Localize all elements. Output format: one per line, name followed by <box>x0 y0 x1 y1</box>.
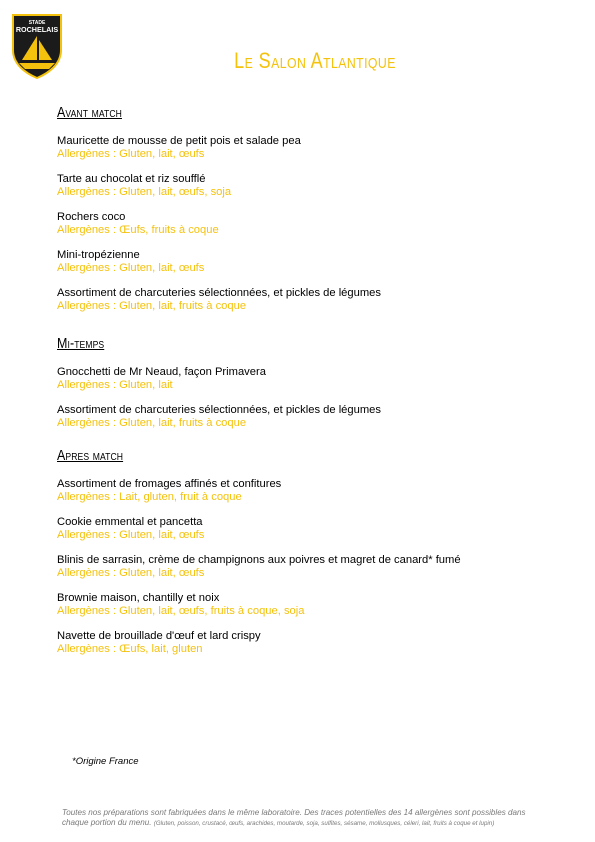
origin-note: *Origine France <box>72 756 139 767</box>
menu-item <box>57 135 557 161</box>
menu-item <box>57 592 557 618</box>
allergens-line: Allergènes : Œufs, fruits à coque <box>57 224 219 236</box>
dish-name: Assortiment de fromages affinés et confitures <box>57 478 282 490</box>
footer-allergen-list: (Gluten, poisson, crustacé, œufs, arachides, moutarde, soja, sulfites, sésame, mollusques, céleri, lait, fruits à coque et lupin) <box>153 820 495 827</box>
menu-item <box>57 516 557 542</box>
dish-name: Cookie emmental et pancetta <box>57 516 203 528</box>
allergens-line: Allergènes : Gluten, lait, fruits à coque <box>57 300 247 312</box>
allergens-line: Allergènes : Gluten, lait, œufs <box>57 529 205 541</box>
allergens-line: Allergènes : Gluten, lait, œufs, fruits à coque, soja <box>57 605 305 617</box>
section-title: Avant match <box>57 105 122 121</box>
dish-name: Assortiment de charcuteries sélectionnées, et pickles de légumes <box>57 287 381 299</box>
logo-top-text: STADE <box>28 20 46 26</box>
stade-rochelais-logo <box>9 12 65 80</box>
allergens-line: Allergènes : Gluten, lait, œufs <box>57 567 205 579</box>
dish-name: Mini-tropézienne <box>57 249 140 261</box>
menu-item <box>57 211 557 237</box>
allergens-line: Allergènes : Gluten, lait, œufs <box>57 262 205 274</box>
dish-name: Mauricette de mousse de petit pois et salade pea <box>57 135 301 147</box>
menu-item <box>57 173 557 199</box>
section-avant-match <box>57 104 557 325</box>
allergens-line: Allergènes : Gluten, lait, œufs, soja <box>57 186 232 198</box>
menu-item <box>57 249 557 275</box>
allergens-line: Allergènes : Lait, gluten, fruit à coque <box>57 491 242 503</box>
logo-main-text: ROCHELAIS <box>15 25 59 34</box>
menu-item <box>57 366 557 392</box>
menu-item <box>57 554 557 580</box>
section-title: Apres match <box>57 448 124 464</box>
menu-item <box>57 287 557 313</box>
dish-name: Brownie maison, chantilly et noix <box>57 592 220 604</box>
dish-name: Assortiment de charcuteries sélectionnées, et pickles de légumes <box>57 404 381 416</box>
menu-item <box>57 478 557 504</box>
menu-item <box>57 630 557 656</box>
footer-disclaimer <box>62 808 542 829</box>
dish-name: Gnocchetti de Mr Neaud, façon Primavera <box>57 366 266 378</box>
section-title: Mi-temps <box>57 336 105 352</box>
dish-name: Tarte au chocolat et riz soufflé <box>57 173 206 185</box>
allergens-line: Allergènes : Gluten, lait, œufs <box>57 148 205 160</box>
dish-name: Navette de brouillade d'œuf et lard crispy <box>57 630 261 642</box>
section-apres-match <box>57 447 557 668</box>
allergens-line: Allergènes : Gluten, lait <box>57 379 173 391</box>
dish-name: Blinis de sarrasin, crème de champignons aux poivres et magret de canard* fumé <box>57 554 461 566</box>
dish-name: Rochers coco <box>57 211 126 223</box>
section-mi-temps <box>57 335 557 442</box>
allergens-line: Allergènes : Gluten, lait, fruits à coque <box>57 417 247 429</box>
page-title: Le Salon Atlantique <box>234 48 396 73</box>
menu-item <box>57 404 557 430</box>
allergens-line: Allergènes : Œufs, lait, gluten <box>57 643 203 655</box>
footer-main-text: Toutes nos préparations sont fabriquées dans le même laboratoire. Des traces potentielles des 14 allergènes sont possibles dans chaque portion du menu. <box>62 808 526 827</box>
